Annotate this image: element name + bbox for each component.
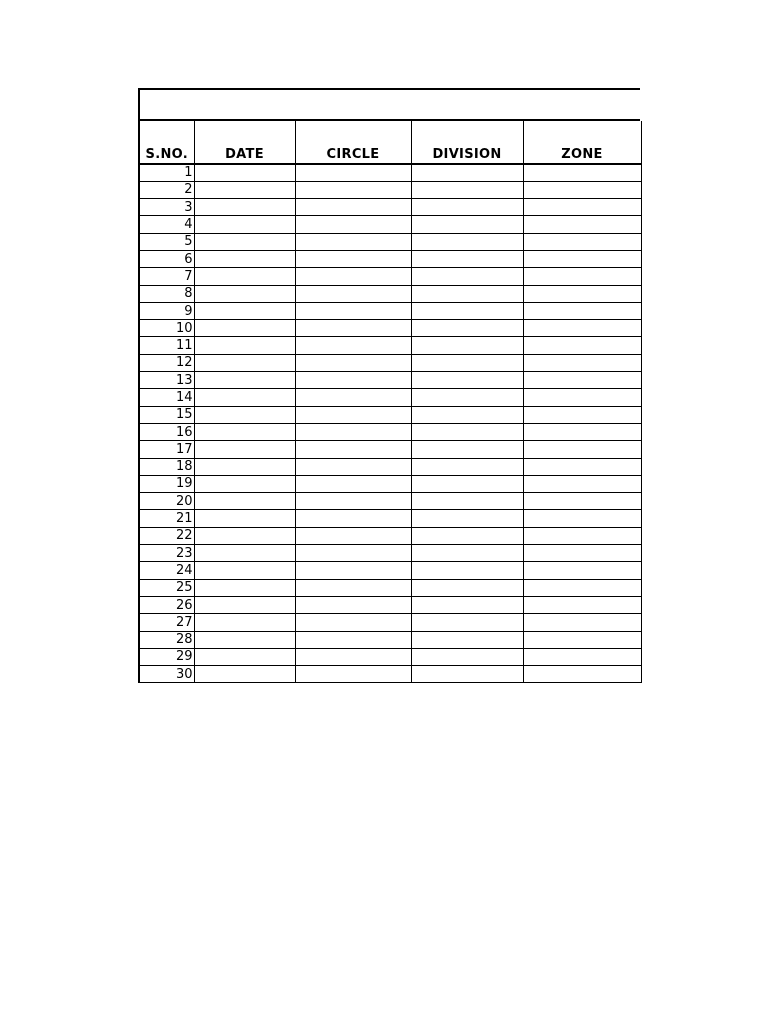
cell-circle[interactable]: [295, 545, 411, 562]
cell-zone[interactable]: [523, 666, 641, 683]
cell-date[interactable]: [194, 389, 295, 406]
cell-division[interactable]: [411, 302, 523, 319]
cell-sno: 19: [139, 475, 194, 492]
cell-date[interactable]: [194, 510, 295, 527]
cell-sno: 11: [139, 337, 194, 354]
cell-circle[interactable]: [295, 596, 411, 613]
table-row: [139, 579, 641, 596]
table-row: [139, 545, 641, 562]
cell-date[interactable]: [194, 302, 295, 319]
cell-date[interactable]: [194, 458, 295, 475]
cell-circle[interactable]: [295, 354, 411, 371]
table-row: [139, 337, 641, 354]
cell-date[interactable]: [194, 181, 295, 198]
cell-zone[interactable]: [523, 233, 641, 250]
table-body: [139, 164, 641, 683]
cell-date[interactable]: [194, 216, 295, 233]
cell-zone[interactable]: [523, 631, 641, 648]
cell-division[interactable]: [411, 233, 523, 250]
cell-circle[interactable]: [295, 337, 411, 354]
cell-division[interactable]: [411, 545, 523, 562]
cell-division[interactable]: [411, 268, 523, 285]
cell-circle[interactable]: [295, 423, 411, 440]
cell-sno: 28: [139, 631, 194, 648]
cell-division[interactable]: [411, 216, 523, 233]
column-header-circle: CIRCLE: [295, 121, 411, 164]
column-header-sno: S.NO.: [139, 121, 194, 164]
table-row: [139, 562, 641, 579]
table-row: [139, 510, 641, 527]
column-header-date: DATE: [194, 121, 295, 164]
cell-division[interactable]: [411, 250, 523, 267]
table-row: [139, 164, 641, 181]
table-row: [139, 372, 641, 389]
cell-zone[interactable]: [523, 181, 641, 198]
cell-circle[interactable]: [295, 164, 411, 181]
cell-circle[interactable]: [295, 648, 411, 665]
cell-circle[interactable]: [295, 285, 411, 302]
cell-sno: 21: [139, 510, 194, 527]
table-row: [139, 354, 641, 371]
cell-date[interactable]: [194, 666, 295, 683]
cell-division[interactable]: [411, 406, 523, 423]
cell-sno: 15: [139, 406, 194, 423]
register-table: [138, 121, 642, 683]
cell-division[interactable]: [411, 441, 523, 458]
cell-date[interactable]: [194, 475, 295, 492]
cell-circle[interactable]: [295, 250, 411, 267]
cell-circle[interactable]: [295, 216, 411, 233]
cell-date[interactable]: [194, 527, 295, 544]
cell-zone[interactable]: [523, 372, 641, 389]
cell-circle[interactable]: [295, 579, 411, 596]
cell-circle[interactable]: [295, 614, 411, 631]
cell-sno: 2: [139, 181, 194, 198]
table-row: [139, 181, 641, 198]
cell-circle[interactable]: [295, 199, 411, 216]
cell-zone[interactable]: [523, 510, 641, 527]
cell-circle[interactable]: [295, 493, 411, 510]
cell-division[interactable]: [411, 596, 523, 613]
table-row: [139, 648, 641, 665]
cell-date[interactable]: [194, 337, 295, 354]
cell-sno: 5: [139, 233, 194, 250]
table-row: [139, 250, 641, 267]
table-row: [139, 596, 641, 613]
cell-zone[interactable]: [523, 562, 641, 579]
table-row: [139, 199, 641, 216]
cell-date[interactable]: [194, 164, 295, 181]
table-row: [139, 320, 641, 337]
cell-circle[interactable]: [295, 372, 411, 389]
cell-sno: 3: [139, 199, 194, 216]
cell-circle[interactable]: [295, 527, 411, 544]
cell-date[interactable]: [194, 199, 295, 216]
cell-date[interactable]: [194, 579, 295, 596]
cell-zone[interactable]: [523, 302, 641, 319]
cell-zone[interactable]: [523, 216, 641, 233]
table-row: [139, 614, 641, 631]
cell-zone[interactable]: [523, 441, 641, 458]
cell-circle[interactable]: [295, 631, 411, 648]
cell-date[interactable]: [194, 354, 295, 371]
cell-zone[interactable]: [523, 164, 641, 181]
cell-sno: 23: [139, 545, 194, 562]
cell-division[interactable]: [411, 648, 523, 665]
cell-date[interactable]: [194, 423, 295, 440]
cell-division[interactable]: [411, 181, 523, 198]
table-row: [139, 389, 641, 406]
cell-division[interactable]: [411, 493, 523, 510]
cell-zone[interactable]: [523, 527, 641, 544]
table-row: [139, 423, 641, 440]
cell-date[interactable]: [194, 441, 295, 458]
cell-division[interactable]: [411, 458, 523, 475]
table-row: [139, 406, 641, 423]
cell-zone[interactable]: [523, 423, 641, 440]
cell-division[interactable]: [411, 423, 523, 440]
cell-division[interactable]: [411, 475, 523, 492]
cell-zone[interactable]: [523, 337, 641, 354]
cell-sno: 12: [139, 354, 194, 371]
cell-date[interactable]: [194, 631, 295, 648]
cell-sno: 26: [139, 596, 194, 613]
cell-circle[interactable]: [295, 458, 411, 475]
table-row: [139, 441, 641, 458]
cell-zone[interactable]: [523, 199, 641, 216]
table-row: [139, 216, 641, 233]
cell-date[interactable]: [194, 614, 295, 631]
table-row: [139, 493, 641, 510]
column-header-zone: ZONE: [523, 121, 641, 164]
cell-zone[interactable]: [523, 320, 641, 337]
cell-zone[interactable]: [523, 389, 641, 406]
cell-sno: 30: [139, 666, 194, 683]
header-row: [139, 121, 641, 164]
cell-circle[interactable]: [295, 406, 411, 423]
register-sheet: [138, 88, 640, 683]
cell-sno: 17: [139, 441, 194, 458]
cell-division[interactable]: [411, 320, 523, 337]
cell-division[interactable]: [411, 372, 523, 389]
cell-circle[interactable]: [295, 475, 411, 492]
cell-sno: 4: [139, 216, 194, 233]
cell-sno: 18: [139, 458, 194, 475]
cell-division[interactable]: [411, 562, 523, 579]
table-row: [139, 458, 641, 475]
cell-division[interactable]: [411, 389, 523, 406]
cell-circle[interactable]: [295, 181, 411, 198]
cell-division[interactable]: [411, 354, 523, 371]
cell-sno: 29: [139, 648, 194, 665]
cell-sno: 20: [139, 493, 194, 510]
cell-sno: 13: [139, 372, 194, 389]
table-row: [139, 268, 641, 285]
cell-circle[interactable]: [295, 562, 411, 579]
table-row: [139, 631, 641, 648]
cell-date[interactable]: [194, 233, 295, 250]
cell-circle[interactable]: [295, 233, 411, 250]
table-row: [139, 475, 641, 492]
cell-zone[interactable]: [523, 614, 641, 631]
cell-date[interactable]: [194, 648, 295, 665]
cell-circle[interactable]: [295, 302, 411, 319]
cell-division[interactable]: [411, 285, 523, 302]
cell-zone[interactable]: [523, 545, 641, 562]
cell-circle[interactable]: [295, 268, 411, 285]
cell-sno: 25: [139, 579, 194, 596]
cell-sno: 6: [139, 250, 194, 267]
cell-date[interactable]: [194, 250, 295, 267]
cell-sno: 9: [139, 302, 194, 319]
cell-date[interactable]: [194, 285, 295, 302]
cell-zone[interactable]: [523, 458, 641, 475]
cell-zone[interactable]: [523, 268, 641, 285]
cell-division[interactable]: [411, 510, 523, 527]
cell-division[interactable]: [411, 631, 523, 648]
table-row: [139, 527, 641, 544]
cell-circle[interactable]: [295, 666, 411, 683]
table-row: [139, 666, 641, 683]
cell-sno: 22: [139, 527, 194, 544]
cell-sno: 1: [139, 164, 194, 181]
table-row: [139, 302, 641, 319]
cell-division[interactable]: [411, 666, 523, 683]
cell-date[interactable]: [194, 596, 295, 613]
cell-date[interactable]: [194, 493, 295, 510]
cell-date[interactable]: [194, 545, 295, 562]
cell-circle[interactable]: [295, 320, 411, 337]
cell-zone[interactable]: [523, 250, 641, 267]
cell-zone[interactable]: [523, 406, 641, 423]
cell-division[interactable]: [411, 199, 523, 216]
cell-zone[interactable]: [523, 648, 641, 665]
cell-circle[interactable]: [295, 389, 411, 406]
cell-zone[interactable]: [523, 596, 641, 613]
cell-sno: 24: [139, 562, 194, 579]
title-bar: [138, 88, 640, 121]
cell-division[interactable]: [411, 337, 523, 354]
cell-sno: 14: [139, 389, 194, 406]
cell-date[interactable]: [194, 268, 295, 285]
cell-sno: 7: [139, 268, 194, 285]
cell-zone[interactable]: [523, 579, 641, 596]
cell-division[interactable]: [411, 164, 523, 181]
cell-zone[interactable]: [523, 475, 641, 492]
cell-division[interactable]: [411, 614, 523, 631]
cell-circle[interactable]: [295, 441, 411, 458]
column-header-division: DIVISION: [411, 121, 523, 164]
cell-sno: 27: [139, 614, 194, 631]
cell-division[interactable]: [411, 527, 523, 544]
cell-date[interactable]: [194, 372, 295, 389]
cell-date[interactable]: [194, 406, 295, 423]
cell-date[interactable]: [194, 562, 295, 579]
cell-sno: 16: [139, 423, 194, 440]
cell-circle[interactable]: [295, 510, 411, 527]
cell-zone[interactable]: [523, 493, 641, 510]
cell-zone[interactable]: [523, 285, 641, 302]
cell-date[interactable]: [194, 320, 295, 337]
cell-sno: 8: [139, 285, 194, 302]
table-row: [139, 233, 641, 250]
cell-sno: 10: [139, 320, 194, 337]
cell-division[interactable]: [411, 579, 523, 596]
cell-zone[interactable]: [523, 354, 641, 371]
table-row: [139, 285, 641, 302]
